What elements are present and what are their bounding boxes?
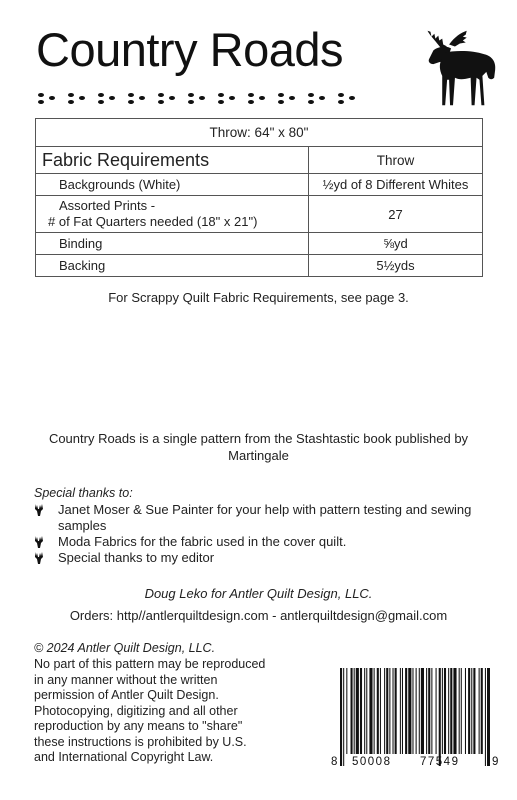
table-row bbox=[36, 196, 483, 233]
fabric-item: Backing bbox=[36, 255, 309, 277]
thanks-text: Special thanks to my editor bbox=[58, 550, 215, 565]
orders-info: Orders: http//antlerquiltdesign.com - antlerquiltdesign@gmail.com bbox=[69, 608, 448, 623]
fabric-item-line: Assorted Prints - bbox=[59, 198, 156, 213]
book-note: Country Roads is a single pattern from the Stashtastic book published by Martingale bbox=[48, 431, 469, 463]
table-caption-row bbox=[36, 119, 483, 147]
antler-bullet-icon bbox=[34, 504, 44, 516]
fabric-requirements-table bbox=[35, 118, 483, 277]
barcode-digit-first: 8 bbox=[331, 756, 338, 768]
fabric-amount: 5½yds bbox=[309, 255, 483, 277]
legal-line: Photocopying, digitizing and all other bbox=[34, 703, 238, 718]
column-header-throw: Throw bbox=[309, 147, 483, 174]
barcode-group-left: 50008 bbox=[352, 756, 392, 768]
barcode bbox=[338, 668, 490, 768]
table-caption: Throw: 64" x 80" bbox=[36, 119, 483, 147]
legal-line: permission of Antler Quilt Design. bbox=[34, 688, 219, 702]
table-row bbox=[36, 255, 483, 277]
legal-line: in any manner without the written bbox=[34, 672, 218, 687]
list-item bbox=[34, 550, 474, 566]
table-header-row bbox=[36, 147, 483, 174]
scrappy-note: For Scrappy Quilt Fabric Requirements, see page 3. bbox=[108, 290, 409, 305]
legal-line: and International Copyright Law. bbox=[34, 750, 214, 764]
thanks-text: Janet Moser & Sue Painter for your help with pattern testing and sewing samples bbox=[58, 502, 472, 533]
fabric-amount: ½yd of 8 Different Whites bbox=[309, 174, 483, 196]
page-title: Country Roads bbox=[36, 23, 343, 76]
barcode-digit-last: 9 bbox=[492, 756, 499, 768]
antler-bullet-icon bbox=[34, 536, 44, 548]
fabric-item: Binding bbox=[36, 233, 309, 255]
signature: Doug Leko for Antler Quilt Design, LLC. bbox=[144, 586, 373, 601]
thanks-list bbox=[34, 502, 474, 566]
legal-line: No part of this pattern may be reproduced bbox=[34, 657, 266, 671]
tire-track-icon bbox=[34, 88, 374, 108]
table-row bbox=[36, 233, 483, 255]
legal-line: reproduction by any means to "share" bbox=[34, 719, 243, 733]
copyright: © 2024 Antler Quilt Design, LLC. bbox=[34, 641, 216, 655]
thanks-heading: Special thanks to: bbox=[34, 486, 133, 500]
fabric-item-line: # of Fat Quarters needed (18" x 21") bbox=[48, 214, 258, 229]
thanks-text: Moda Fabrics for the fabric used in the cover quilt. bbox=[58, 534, 347, 549]
legal-notice bbox=[34, 657, 304, 766]
fabric-amount: 27 bbox=[309, 196, 483, 233]
legal-line: these instructions is prohibited by U.S. bbox=[34, 734, 247, 749]
moose-icon bbox=[404, 28, 502, 108]
list-item bbox=[34, 534, 474, 550]
antler-bullet-icon bbox=[34, 552, 44, 564]
table-row bbox=[36, 174, 483, 196]
fabric-amount: ⅝yd bbox=[309, 233, 483, 255]
barcode-group-right: 77549 bbox=[420, 756, 460, 768]
fabric-item: Backgrounds (White) bbox=[36, 174, 309, 196]
table-heading: Fabric Requirements bbox=[36, 147, 309, 174]
list-item bbox=[34, 502, 474, 534]
fabric-item bbox=[36, 196, 309, 233]
